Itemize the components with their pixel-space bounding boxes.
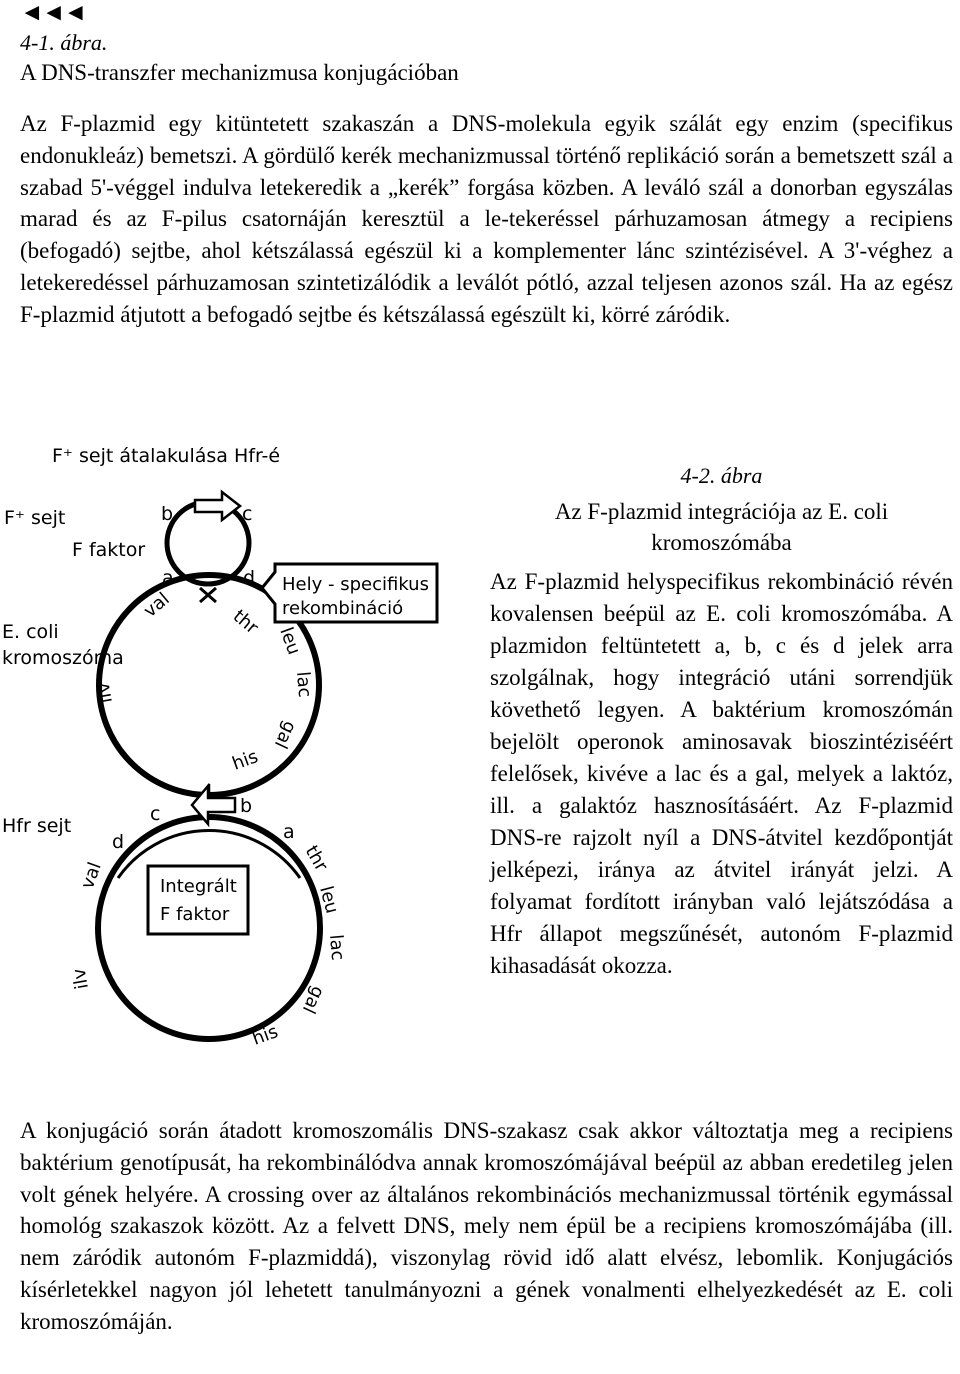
letter-d-upper: d (243, 567, 256, 589)
letter-b-upper: b (161, 503, 174, 525)
figure-2-description: Az F-plazmid helyspecifikus rekombináció révén kovalensen beépül az E. coli kromoszómába. A plazmidon feltüntetett a, b, c és d jelek arra szolgálnak, hogy integráció utáni sorrendjük követhető legyen. A baktérium kromoszómán bejelölt operonok aminosavak bioszintéziséért felelősek, kivéve a lac és a gal, melyek a laktóz, ill. a galaktóz hasznosításáért. Az F-plazmid DNS-re rajzolt nyíl a DNS-átvitel kezdőpontját jelképezi, iránya az átvitel irányát jelzi. A folyamat fordított irányban való lejátszódása a Hfr állapot megszűnését, autonóm F-plazmid kihasadását okozza. (490, 569, 953, 978)
f-plasmid-integration-diagram (0, 440, 485, 1060)
f-plasmid-circle (167, 502, 249, 584)
letter-c-upper: c (242, 503, 253, 525)
figure-2-label: 4-2. ábra (680, 463, 763, 488)
gene-lac-lower: lac (325, 933, 349, 962)
chromosome-label: kromoszóma (2, 647, 124, 669)
back-navigation-arrows[interactable]: ◄◄◄ (20, 0, 86, 26)
ecoli-label: E. coli (2, 621, 59, 643)
gene-lac-upper: lac (292, 670, 316, 699)
gene-gal-lower: gal (297, 982, 329, 1017)
figure-2-title: Az F-plazmid integrációja az E. coli kromoszómába (554, 499, 889, 555)
gene-leu-upper: leu (275, 624, 305, 658)
letter-c-lower: c (150, 803, 161, 825)
gene-ilv-lower: ilv (68, 966, 93, 991)
figure-label: 4-1. ábra. (20, 30, 108, 55)
gene-thr-lower: thr (300, 842, 332, 875)
figure-title: A DNS-transzfer mechanizmusa konjugációban (20, 60, 459, 85)
gene-his-lower: his (249, 1021, 281, 1050)
integrated-label-1: Integrált (160, 876, 237, 897)
gene-his-upper: his (229, 746, 261, 775)
letter-b-lower: b (240, 795, 253, 817)
f-factor-label: F faktor (72, 539, 146, 561)
hfr-cell-label: Hfr sejt (2, 815, 72, 837)
letter-a-lower: a (283, 821, 295, 843)
gene-val-lower: val (76, 859, 106, 892)
figure-2-caption (490, 462, 953, 982)
paragraph-conjugation-genotype: A konjugáció során átadott kromoszomális DNS-szakasz csak akkor változtatja meg a recipiens baktérium genotípusát, ha rekombinálódva annak kromoszómájával beépül az abban eredetileg jelen volt gének helyére. A crossing over az általános rekombinációs mechanizmussal történik egymással homológ szakaszok között. Az a felvett DNS, mely nem épül be a recipiens kromoszómájába (ill. nem záródik autonóm F-plazmiddá), viszonylag rövid idő alatt elvész, lebomlik. Konjugációs kísérletekkel nagyon jól lehetett tanulmányozni a gének vonalmenti elhelyezkedését az E. coli kromoszómáján. (20, 1118, 953, 1334)
gene-val-upper: val (139, 588, 174, 622)
gene-thr-upper: thr (228, 605, 263, 639)
recombination-cross (200, 588, 216, 602)
f-plus-cell-label: F⁺ sejt (4, 507, 66, 529)
transfer-origin-arrow (195, 492, 240, 520)
integrated-label-2: F faktor (160, 904, 230, 925)
gene-gal-upper: gal (269, 717, 301, 752)
gene-leu-lower: leu (315, 883, 343, 916)
paragraph-dns-transfer: Az F-plazmid egy kitüntetett szakaszán a DNS-molekula egyik szálát egy enzim (specifikus endonukleáz) bemetszi. A gördülő kerék mechanizmussal történő replikáció során a bemetszett szál a szabad 5'-véggel indulva letekeredik a „kerék” forgása közben. A leváló szál a donorban egyszálas marad és az F-pilus csatornáján keresztül a le-tekeréssel párhuzamosan átmegy a recipiens (befogadó) sejtbe, ahol kétszálassá egészül ki a komplementer lánc szintézisével. A 3'-véghez a letekeredéssel párhuzamosan szintetizálódik a leválót pótló, azzal teljesen azonos szál. Ha az egész F-plazmid átjutott a befogadó sejtbe és kétszálassá egészült ki, körré záródik. (20, 111, 953, 327)
gene-ilv-upper: ilv (92, 680, 117, 705)
letter-d-lower: d (112, 831, 125, 853)
diagram-title: F⁺ sejt átalakulása Hfr-é (52, 445, 281, 467)
site-specific-label-1: Hely - specifikus (282, 574, 429, 595)
site-specific-label-2: rekombináció (282, 598, 404, 619)
letter-a-upper: a (162, 567, 174, 589)
